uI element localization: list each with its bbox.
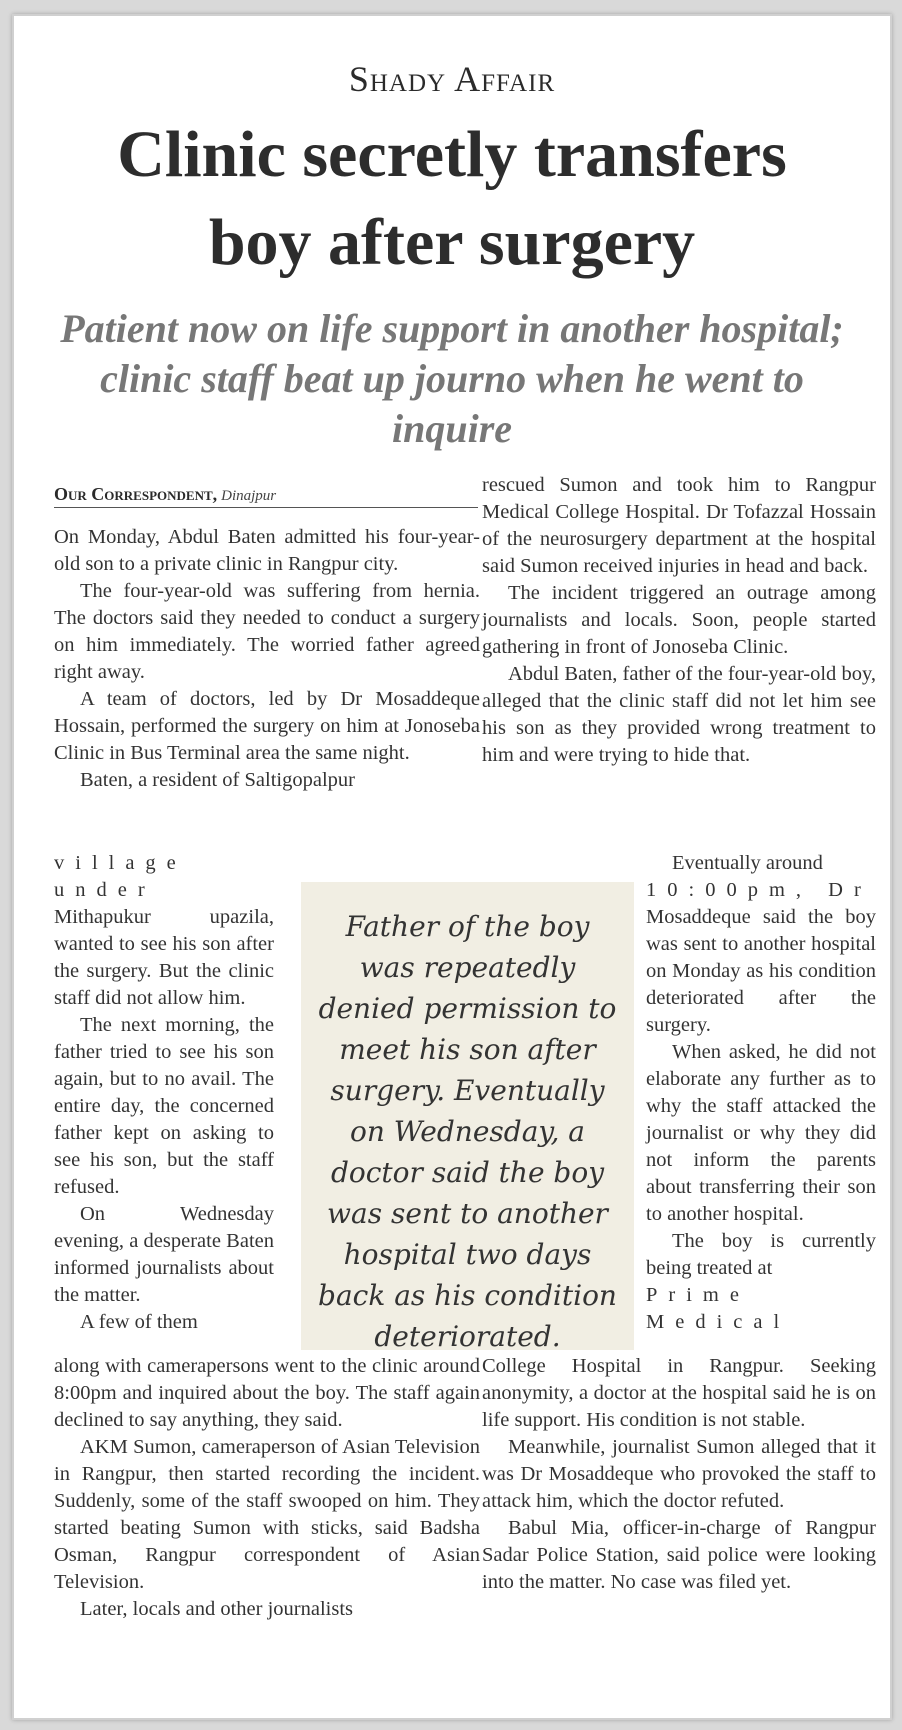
paragraph: Meanwhile, journalist Sumon alleged that it was Dr Mosaddeque who provoked the staff to attack him, which the doctor refuted.	[482, 1436, 876, 1512]
paragraph: Later, locals and other journalists	[80, 1598, 353, 1620]
article-subheadline: Patient now on life support in another hospital; clinic staff beat up journo when he went to inquire	[60, 306, 844, 451]
paragraph: Babul Mia, officer-in-charge of Rangpur Sadar Police Station, said police were looking into the matter. No case was filed yet.	[482, 1517, 876, 1593]
paragraph: The next morning, the father tried to see his son again, but to no avail. The entire day, the concerned father kept on asking to see his son, but the staff refused.	[54, 1014, 274, 1198]
column-1-narrow	[54, 850, 274, 1336]
paragraph-continuation: Mithapukur upazila, wanted to see his son after the surgery. But the clinic staff did not allow him.	[54, 906, 274, 1009]
byline-author: Our Correspondent,	[54, 484, 218, 504]
paragraph: Eventually around	[672, 852, 823, 874]
paragraph-continuation: village under	[54, 852, 187, 901]
paragraph-continuation: 10:00pm, Dr	[646, 879, 872, 901]
paragraph: A few of them	[80, 1311, 198, 1333]
paragraph-continuation: Prime Medical	[646, 1284, 791, 1333]
column-2-bottom	[482, 1353, 876, 1596]
column-1-top	[54, 524, 480, 794]
article-kicker: Shady Affair	[348, 59, 556, 99]
paragraph: The incident triggered an outrage among journalists and locals. Soon, people started gathering in front of Jonoseba Clinic.	[482, 582, 876, 658]
byline-location: Dinajpur	[221, 488, 277, 504]
paragraph-continuation: College Hospital in Rangpur. Seeking anonymity, a doctor at the hospital said he is on life support. His condition is not stable.	[482, 1355, 876, 1431]
headline-line-2: boy after surgery	[208, 206, 696, 279]
column-1-bottom	[54, 1353, 480, 1623]
paragraph: The four-year-old was suffering from hernia. The doctors said they needed to conduct a surgery on him immediately. The worried father agreed right away.	[54, 580, 480, 683]
paragraph: AKM Sumon, cameraperson of Asian Television in Rangpur, then started recording the incident. Suddenly, some of the staff swooped on him. They started beating Sumon with sticks, said Badsha Osman, Rangpur correspondent of Asian Television.	[54, 1436, 480, 1593]
paragraph: When asked, he did not elaborate any further as to why the staff attacked the journalist or why they did not inform the parents about transferring their son to another hospital.	[646, 1041, 876, 1225]
paragraph: Baten, a resident of Saltigopalpur	[80, 769, 355, 791]
paragraph-continuation: along with camerapersons went to the clinic around 8:00pm and inquired about the boy. The staff again declined to say anything, they said.	[54, 1355, 480, 1431]
byline	[54, 484, 478, 508]
paragraph: A team of doctors, led by Dr Mosaddeque Hossain, performed the surgery on him at Jonoseba Clinic in Bus Terminal area the same night.	[54, 688, 480, 764]
paragraph: The boy is currently being treated at	[646, 1230, 876, 1279]
column-2-top	[482, 472, 876, 769]
headline-line-1: Clinic secretly transfers	[117, 118, 787, 191]
paragraph-continuation: Mosaddeque said the boy was sent to another hospital on Monday as his condition deteriorated after the surgery.	[646, 906, 876, 1036]
paragraph-continuation: rescued Sumon and took him to Rangpur Medical College Hospital. Dr Tofazzal Hossain of the neurosurgery department at the hospital said Sumon received injuries in head and back.	[482, 474, 876, 577]
pull-quote: Father of the boy was repeatedly denied permission to meet his son after surgery. Eventually on Wednesday, a doctor said the boy was sent to another hospital two days back as his condition deteriorated.	[301, 882, 634, 1350]
paragraph: On Wednesday evening, a desperate Baten informed journalists about the matter.	[54, 1203, 274, 1306]
newspaper-clipping	[12, 14, 892, 1720]
column-2-narrow	[646, 850, 876, 1336]
paragraph: On Monday, Abdul Baten admitted his four-year-old son to a private clinic in Rangpur city.	[54, 526, 480, 575]
article-headline	[14, 111, 890, 287]
paragraph: Abdul Baten, father of the four-year-old boy, alleged that the clinic staff did not let him see his son as they provided wrong treatment to him and were trying to hide that.	[482, 663, 876, 766]
